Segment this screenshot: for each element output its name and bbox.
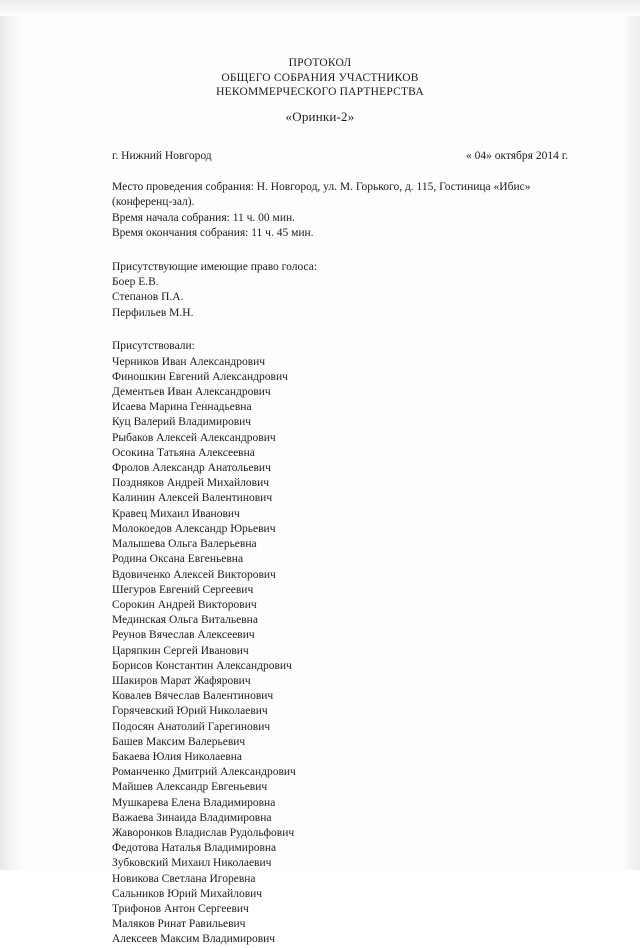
list-item: Кравец Михаил Иванович — [112, 507, 240, 520]
list-item: Башев Максим Валерьевич — [112, 735, 246, 748]
organization-name: «Оринки-2» — [285, 108, 355, 124]
attendees-block — [0, 339, 640, 947]
list-item: Боер Е.В. — [112, 276, 159, 289]
list-item: Родина Оксана Евгеньевна — [112, 553, 244, 566]
city-label: г. Нижний Новгород — [112, 150, 212, 162]
list-item: Горячевский Юрий Николаевич — [112, 705, 268, 718]
list-item: Сорокин Андрей Викторович — [112, 598, 257, 611]
list-item: Исаева Марина Геннадьевна — [112, 401, 252, 414]
venue-paragraph — [0, 180, 640, 242]
list-item: Романченко Дмитрий Александрович — [112, 766, 296, 779]
list-item: Реунов Вячеслав Алексеевич — [112, 629, 255, 642]
title-line-1: ПРОТОКОЛ — [288, 57, 352, 69]
list-item: Шакиров Марат Жафярович — [112, 674, 251, 687]
list-item: Молокоедов Александр Юрьевич — [112, 522, 276, 535]
list-item: Осокина Татьяна Алексеевна — [112, 446, 255, 459]
list-item: Ковалев Вячеслав Валентинович — [112, 690, 274, 703]
list-item: Федотова Наталья Владимировна — [112, 842, 277, 855]
voting-members-block — [0, 260, 640, 322]
list-item: Мединская Ольга Витальевна — [112, 614, 258, 627]
list-item: Куц Валерий Владимирович — [112, 416, 252, 429]
list-item: Трифонов Антон Сергеевич — [112, 902, 249, 915]
list-item: Сальников Юрий Михайлович — [112, 887, 263, 900]
list-item: Маляков Ринат Равильевич — [112, 918, 246, 931]
list-item: Подосян Анатолий Гарегинович — [112, 720, 271, 733]
title-line-3: НЕКОММЕРЧЕСКОГО ПАРТНЕРСТВА — [216, 86, 424, 98]
list-item: Жаворонков Владислав Рудольфович — [112, 826, 295, 839]
list-item: Перфильев М.Н. — [112, 306, 194, 319]
list-item: Черников Иван Александрович — [112, 355, 266, 368]
title-line-2: ОБЩЕГО СОБРАНИЯ УЧАСТНИКОВ — [221, 71, 419, 84]
list-item: Мушкарева Елена Владимировна — [112, 796, 276, 809]
list-item: Шегуров Евгений Сергеевич — [112, 583, 254, 596]
venue-line-3: Время начала собрания: 11 ч. 00 мин. — [112, 211, 296, 224]
voting-members-heading: Присутствующие имеющие право голоса: — [112, 260, 318, 273]
list-item: Бакаева Юлия Николаевна — [112, 750, 243, 763]
list-item: Царяпкин Сергей Иванович — [112, 644, 249, 657]
date-label: « 04» октября 2014 г. — [465, 150, 568, 162]
list-item: Фролов Александр Анатольевич — [112, 462, 271, 475]
venue-line-4: Время окончания собрания: 11 ч. 45 мин. — [112, 227, 314, 240]
city-date-row — [0, 150, 640, 162]
list-item: Важаева Зинаида Владимировна — [112, 811, 272, 824]
venue-line-1: Место проведения собрания: Н. Новгород, ул. М. Горького, д. 115, Гостиница «Ибис» — [112, 181, 531, 193]
list-item: Поздняков Андрей Михайлович — [112, 477, 270, 490]
list-item: Зубковский Михаил Николаевич — [112, 857, 272, 870]
list-item: Финошкин Евгений Александрович — [112, 370, 288, 383]
list-item: Борисов Константин Александрович — [112, 659, 292, 672]
attendees-heading: Присутствовали: — [112, 340, 195, 353]
venue-line-2: (конференц-зал). — [112, 196, 195, 209]
list-item: Вдовиченко Алексей Викторович — [112, 568, 276, 581]
list-item: Рыбаков Алексей Александрович — [112, 431, 276, 444]
list-item: Калинин Алексей Валентинович — [112, 492, 273, 505]
list-item: Дементьев Иван Александрович — [112, 386, 271, 399]
list-item: Майшев Александр Евгеньевич — [112, 781, 268, 794]
document-title-block — [0, 56, 640, 124]
list-item: Степанов П.А. — [112, 291, 184, 304]
list-item: Новикова Светлана Игоревна — [112, 872, 256, 885]
list-item: Малышева Ольга Валерьевна — [112, 538, 257, 551]
list-item: Алексеев Максим Владимирович — [112, 933, 276, 946]
